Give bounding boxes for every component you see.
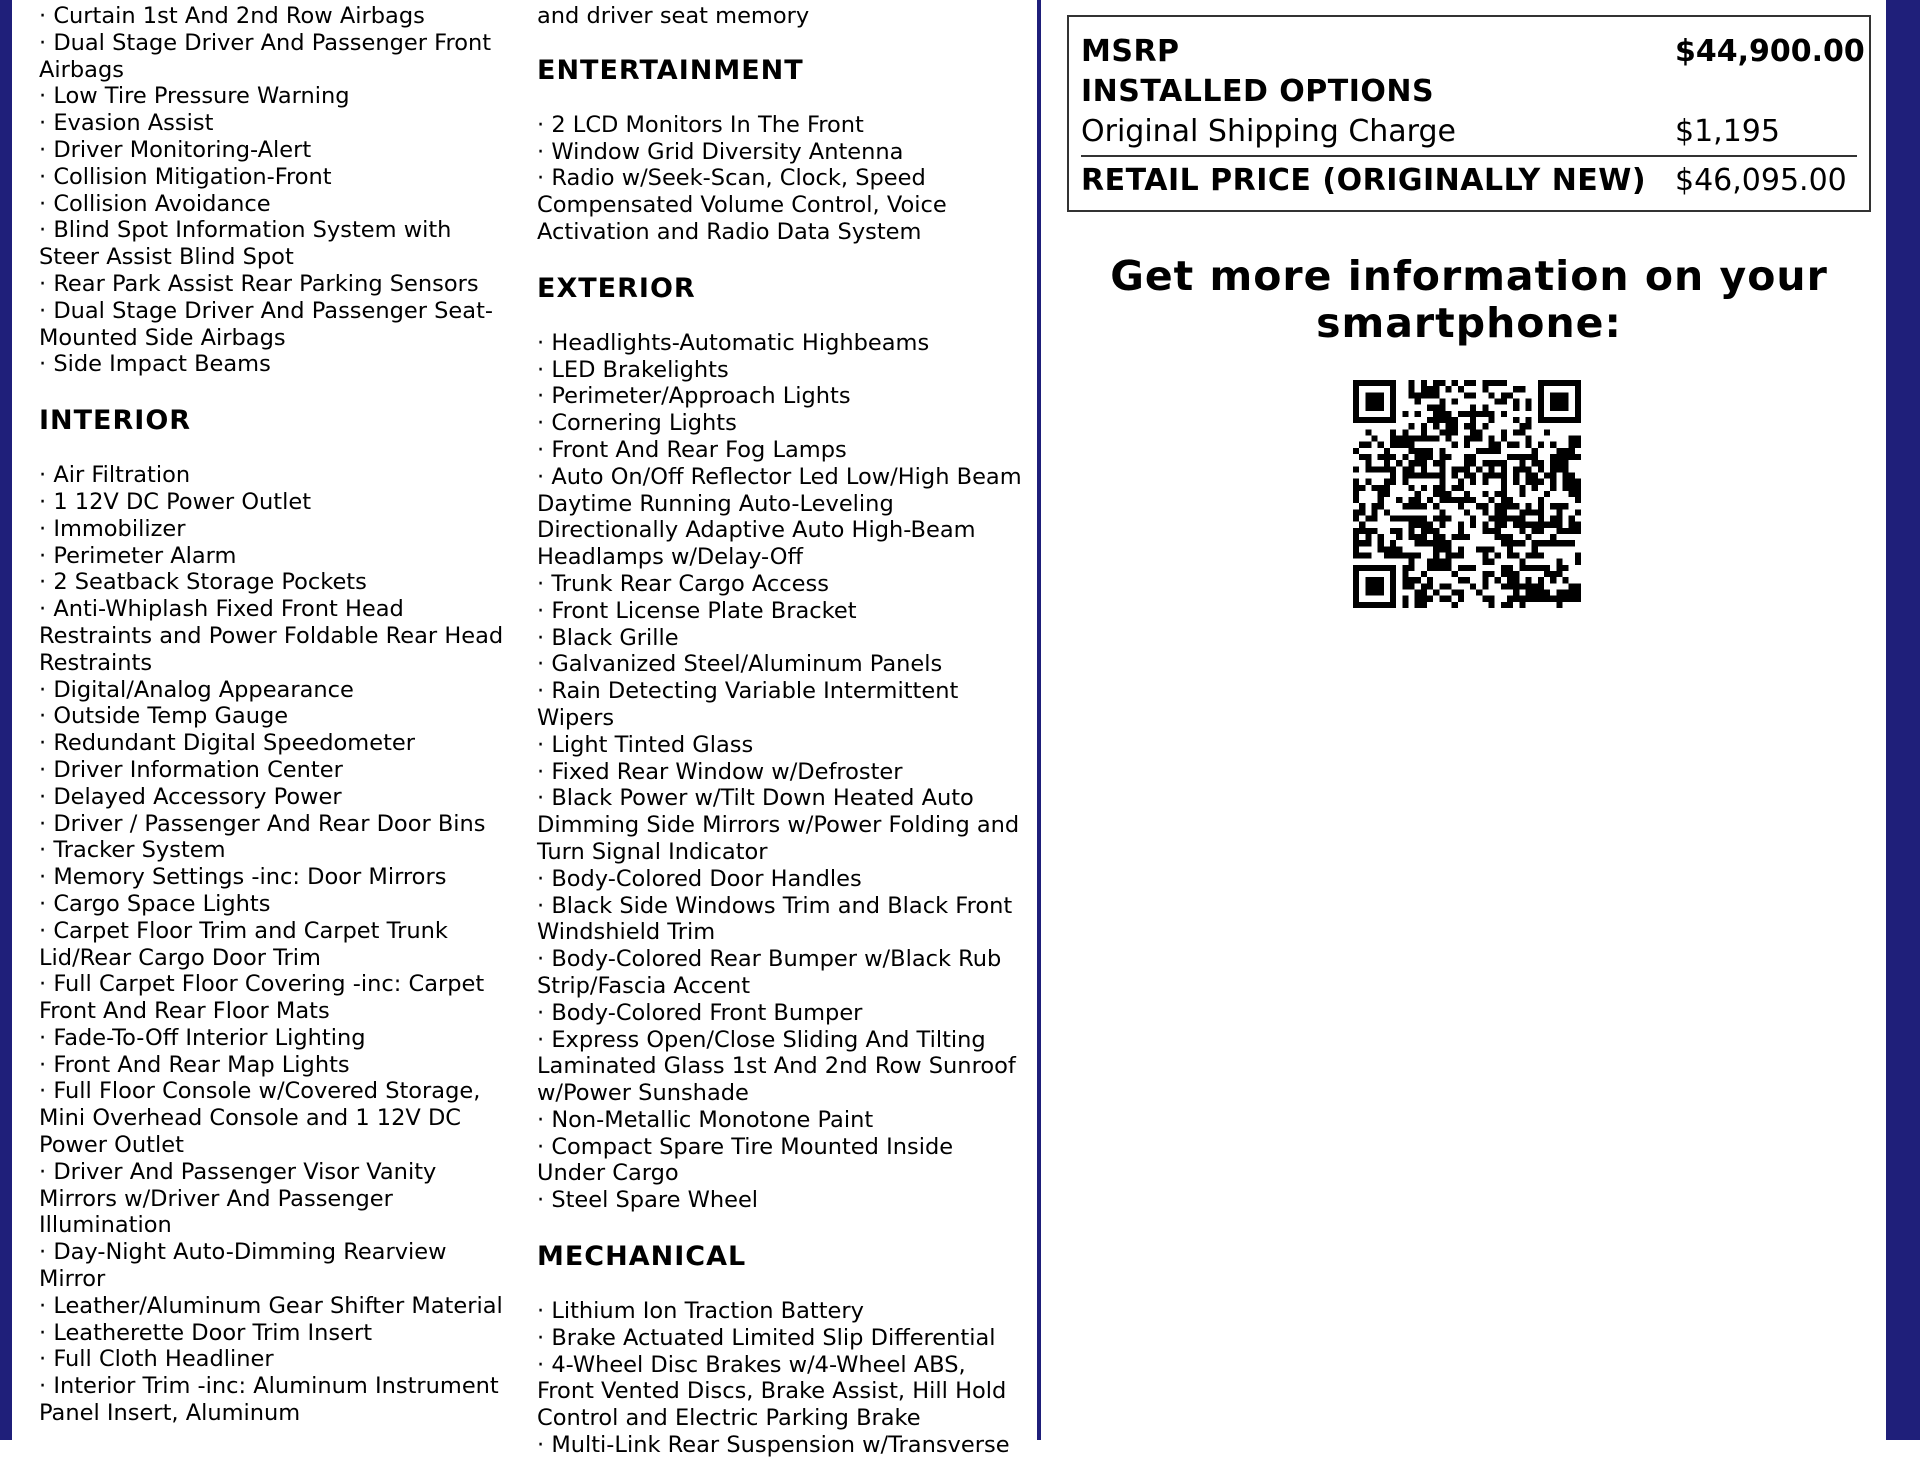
list-item: · Black Power w/Tilt Down Heated Auto Dimming Side Mirrors w/Power Folding and Turn Signal Indicator <box>537 785 1027 865</box>
retail-row <box>1081 157 1857 203</box>
list-item: · Memory Settings -inc: Door Mirrors <box>39 864 504 891</box>
list-item: · Driver / Passenger And Rear Door Bins <box>39 811 504 838</box>
smartphone-line-1: Get more information on your <box>1110 252 1828 300</box>
shipping-label: Original Shipping Charge <box>1081 113 1456 149</box>
list-item: · Front And Rear Fog Lamps <box>537 437 1027 464</box>
list-item: · Full Carpet Floor Covering -inc: Carpet Front And Rear Floor Mats <box>39 971 504 1025</box>
list-item: · Body-Colored Front Bumper <box>537 1000 1027 1027</box>
list-item: · Anti-Whiplash Fixed Front Head Restraints and Power Foldable Rear Head Restraints <box>39 596 504 676</box>
list-item: · Front License Plate Bracket <box>537 598 1027 625</box>
shipping-row <box>1081 111 1857 151</box>
list-item: · Perimeter/Approach Lights <box>537 383 1027 410</box>
list-item: · Collision Avoidance <box>39 191 504 218</box>
list-item: · Interior Trim -inc: Aluminum Instrument Panel Insert, Aluminum <box>39 1373 504 1427</box>
list-item: · Rain Detecting Variable Intermittent Wipers <box>537 678 1027 732</box>
list-item: · 4-Wheel Disc Brakes w/4-Wheel ABS, Front Vented Discs, Brake Assist, Hill Hold Control and Electric Parking Brake <box>537 1352 1027 1432</box>
smartphone-line-2: smartphone: <box>1316 299 1622 347</box>
smartphone-heading <box>1067 253 1871 347</box>
installed-options-row <box>1081 71 1857 111</box>
list-item: · Immobilizer <box>39 516 504 543</box>
list-item: · Collision Mitigation-Front <box>39 164 504 191</box>
list-item: · Full Floor Console w/Covered Storage, Mini Overhead Console and 1 12V DC Power Outlet <box>39 1078 504 1158</box>
retail-label: RETAIL PRICE (ORIGINALLY NEW) <box>1081 162 1647 198</box>
continued-text: and driver seat memory <box>537 3 810 29</box>
list-item: · Front And Rear Map Lights <box>39 1052 504 1079</box>
list-item: · Auto On/Off Reflector Led Low/High Beam Daytime Running Auto-Leveling Directionally Adaptive Auto High-Beam Headlamps w/Delay-Off <box>537 464 1027 571</box>
qr-code-icon[interactable] <box>1353 380 1581 608</box>
list-item: · Air Filtration <box>39 462 504 489</box>
list-item: · Full Cloth Headliner <box>39 1346 504 1373</box>
list-item: · Body-Colored Door Handles <box>537 866 1027 893</box>
list-item: · Lithium Ion Traction Battery <box>537 1298 1027 1325</box>
list-item: · Digital/Analog Appearance <box>39 677 504 704</box>
left-border <box>0 0 12 1440</box>
features-column-middle <box>537 3 1027 1459</box>
list-item: · Driver And Passenger Visor Vanity Mirrors w/Driver And Passenger Illumination <box>39 1159 504 1239</box>
list-item: · Brake Actuated Limited Slip Differential <box>537 1325 1027 1352</box>
list-item: · Dual Stage Driver And Passenger Seat-Mounted Side Airbags <box>39 298 504 352</box>
list-item: · Multi-Link Rear Suspension w/Transverse <box>537 1432 1027 1459</box>
list-item: · Evasion Assist <box>39 110 504 137</box>
list-item: · Driver Information Center <box>39 757 504 784</box>
safety-list <box>39 3 504 378</box>
interior-heading: INTERIOR <box>39 405 192 437</box>
msrp-label: MSRP <box>1081 33 1180 69</box>
list-item: · Fade-To-Off Interior Lighting <box>39 1025 504 1052</box>
list-item: · Carpet Floor Trim and Carpet Trunk Lid/Rear Cargo Door Trim <box>39 918 504 972</box>
list-item: · Steel Spare Wheel <box>537 1187 1027 1214</box>
entertainment-list <box>537 112 1027 246</box>
msrp-row <box>1081 31 1865 71</box>
list-item: · Dual Stage Driver And Passenger Front Airbags <box>39 30 504 84</box>
retail-value: $46,095.00 <box>1675 162 1847 198</box>
interior-list <box>39 462 504 1427</box>
list-item: · Window Grid Diversity Antenna <box>537 139 1027 166</box>
features-column-left <box>39 3 504 1427</box>
list-item: · Galvanized Steel/Aluminum Panels <box>537 651 1027 678</box>
exterior-list <box>537 330 1027 1214</box>
list-item: · Radio w/Seek-Scan, Clock, Speed Compensated Volume Control, Voice Activation and Radio Data System <box>537 165 1027 245</box>
list-item: · Curtain 1st And 2nd Row Airbags <box>39 3 504 30</box>
price-box <box>1067 15 1871 212</box>
exterior-heading: EXTERIOR <box>537 272 696 304</box>
list-item: · Headlights-Automatic Highbeams <box>537 330 1027 357</box>
list-item: · Blind Spot Information System with Steer Assist Blind Spot <box>39 217 504 271</box>
list-item: · Cargo Space Lights <box>39 891 504 918</box>
list-item: · 2 Seatback Storage Pockets <box>39 569 504 596</box>
list-item: · Outside Temp Gauge <box>39 703 504 730</box>
list-item: · Side Impact Beams <box>39 351 504 378</box>
list-item: · Leatherette Door Trim Insert <box>39 1320 504 1347</box>
right-border <box>1886 0 1920 1440</box>
shipping-value: $1,195 <box>1675 113 1780 149</box>
list-item: · Redundant Digital Speedometer <box>39 730 504 757</box>
msrp-value: $44,900.00 <box>1675 33 1865 69</box>
list-item: · Rear Park Assist Rear Parking Sensors <box>39 271 504 298</box>
list-item: · Non-Metallic Monotone Paint <box>537 1107 1027 1134</box>
list-item: · Day-Night Auto-Dimming Rearview Mirror <box>39 1239 504 1293</box>
list-item: · Driver Monitoring-Alert <box>39 137 504 164</box>
list-item: · Cornering Lights <box>537 410 1027 437</box>
installed-options-label: INSTALLED OPTIONS <box>1081 73 1435 109</box>
list-item: · Light Tinted Glass <box>537 732 1027 759</box>
list-item: · Perimeter Alarm <box>39 543 504 570</box>
list-item: · LED Brakelights <box>537 357 1027 384</box>
list-item: · Body-Colored Rear Bumper w/Black Rub Strip/Fascia Accent <box>537 946 1027 1000</box>
entertainment-heading: ENTERTAINMENT <box>537 54 804 86</box>
mechanical-heading: MECHANICAL <box>537 1241 747 1273</box>
list-item: · Fixed Rear Window w/Defroster <box>537 759 1027 786</box>
list-item: · Low Tire Pressure Warning <box>39 83 504 110</box>
list-item: · Black Grille <box>537 625 1027 652</box>
list-item: · Tracker System <box>39 837 504 864</box>
list-item: · 1 12V DC Power Outlet <box>39 489 504 516</box>
list-item: · 2 LCD Monitors In The Front <box>537 112 1027 139</box>
list-item: · Trunk Rear Cargo Access <box>537 571 1027 598</box>
list-item: · Compact Spare Tire Mounted Inside Under Cargo <box>537 1134 1027 1188</box>
list-item: · Leather/Aluminum Gear Shifter Material <box>39 1293 504 1320</box>
list-item: · Express Open/Close Sliding And Tilting Laminated Glass 1st And 2nd Row Sunroof w/Power Sunshade <box>537 1027 1027 1107</box>
mechanical-list <box>537 1298 1027 1459</box>
column-divider <box>1037 0 1041 1440</box>
list-item: · Delayed Accessory Power <box>39 784 504 811</box>
list-item: · Black Side Windows Trim and Black Front Windshield Trim <box>537 893 1027 947</box>
